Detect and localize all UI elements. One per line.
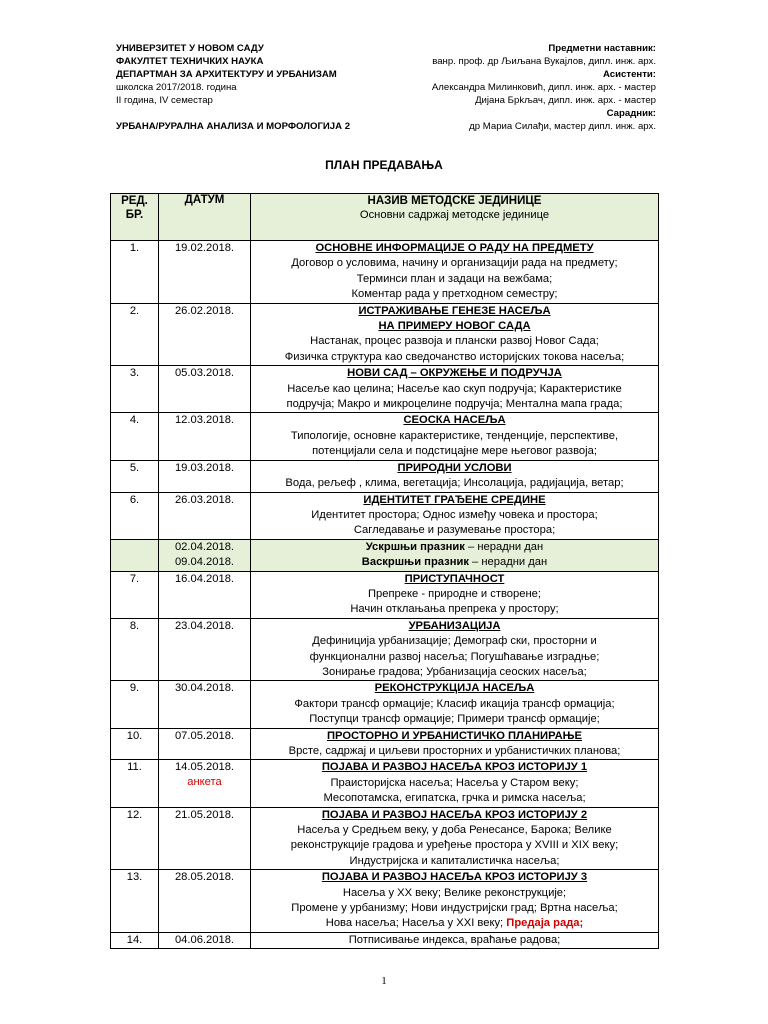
row-number: 11.: [111, 760, 159, 807]
topic-title: ПРИСТУПАЧНОСТ: [404, 572, 505, 585]
topic-line: Препреке - природне и створене;: [367, 587, 541, 600]
row-date-value: 19.03.2018.: [174, 461, 235, 474]
university-name: УНИВЕРЗИТЕТ У НОВОМ САДУ: [116, 43, 264, 54]
row-date: [159, 760, 251, 807]
topic-title: ИСТРАЖИВАЊЕ ГЕНЕЗЕ НАСЕЉА: [358, 304, 551, 317]
header-name-subtitle: Основни садржај методске јединице: [359, 209, 550, 221]
table-row: [111, 413, 659, 460]
row-date: [159, 618, 251, 681]
table-row: [111, 760, 659, 807]
department-name: ДЕПАРТМАН ЗА АРХИТЕКТУРУ И УРБАНИЗАМ: [116, 69, 337, 80]
holiday-date-2: 09.04.2018.: [174, 555, 235, 568]
year-semester: II година, IV семестар: [116, 95, 213, 106]
row-date: [159, 932, 251, 948]
row-date-value: 26.02.2018.: [174, 304, 235, 317]
row-topic: [251, 492, 659, 539]
topic-line: Насеља у XX веку; Велике реконструкције;: [342, 886, 567, 899]
topic-title: ПОЈАВА И РАЗВОЈ НАСЕЉА КРОЗ ИСТОРИЈУ 3: [321, 871, 588, 884]
faculty-name: ФАКУЛТЕТ ТЕХНИЧКИХ НАУКА: [116, 56, 264, 67]
topic-title: СЕОСКА НАСЕЉА: [403, 414, 506, 427]
header-no: РЕД. БР.: [111, 194, 159, 241]
topic-line: функционални развој насеља; Погушћавање изградње;: [309, 650, 600, 663]
topic-title-2: НА ПРИМЕРУ НОВОГ САДА: [378, 320, 531, 333]
topic-line: Сагледавање и разумевање простора;: [353, 524, 556, 537]
row-date-value: 16.04.2018.: [174, 572, 235, 585]
document-title: ПЛАН ПРЕДАВАЊА: [325, 158, 443, 172]
table-row: [111, 681, 659, 728]
row-number: 5.: [111, 460, 159, 492]
topic-line: Вода, рељеф , клима, вегетација; Инсолација, радијација, ветар;: [285, 477, 624, 490]
holiday-name-1: Ускршњи празник: [365, 540, 465, 553]
row-topic: [251, 618, 659, 681]
row-topic: [251, 303, 659, 366]
survey-note: анкета: [187, 776, 222, 789]
table-row: [111, 241, 659, 304]
topic-line: Праисторијска насеља; Насеља у Старом веку;: [330, 776, 579, 789]
row-number: 6.: [111, 492, 159, 539]
associate-name: др Мариа Силађи, мастер дипл. инж. арх.: [469, 121, 656, 132]
topic-line: Промене у урбанизму; Нови индустријски град; Вртна насеља;: [291, 902, 618, 915]
table-row: [111, 492, 659, 539]
row-number: 2.: [111, 303, 159, 366]
table-row: [111, 460, 659, 492]
assistants-label: Асистенти:: [603, 69, 656, 80]
row-number: 4.: [111, 413, 159, 460]
topic-title: ОСНОВНЕ ИНФОРМАЦИЈЕ О РАДУ НА ПРЕДМЕТУ: [315, 242, 594, 254]
row-number: 10.: [111, 728, 159, 760]
topic-line: Договор о условима, начину и организацији рада на предмету;: [291, 257, 618, 270]
assistant-2: Дијана Брkљач, дипл. инж. арх. - мастер: [475, 95, 656, 106]
row-number: 14.: [111, 932, 159, 948]
row-topic: [251, 870, 659, 933]
row-topic: [251, 539, 659, 571]
header-date: ДАТУМ: [159, 194, 251, 241]
table-row: [111, 303, 659, 366]
row-number: 12.: [111, 807, 159, 870]
row-date-value: 21.05.2018.: [174, 808, 235, 821]
table-row: [111, 932, 659, 948]
topic-line: Начин отклањања препрека у простору;: [350, 603, 559, 616]
topic-line: Типологије, основне карактеристике, тенденције, перспективе,: [290, 429, 619, 442]
topic-title: ПРИРОДНИ УСЛОВИ: [397, 461, 512, 474]
header-name: [251, 194, 659, 241]
row-date-value: 28.05.2018.: [174, 871, 235, 884]
topic-title: РЕКОНСТРУКЦИЈА НАСЕЉА: [374, 682, 535, 695]
topic-line: Настанак, процес развоја и плански развој Новог Сада;: [310, 335, 599, 348]
topic-line: потенцијали села и подстицајне мере његовог развоја;: [312, 445, 597, 458]
row-date: [159, 539, 251, 571]
topic-line: Поступци трансф ормације; Примери трансф ормације;: [309, 713, 600, 726]
topic-line: [253, 916, 656, 931]
page-number: 1: [381, 975, 387, 987]
table-body: [111, 241, 659, 949]
row-topic: [251, 807, 659, 870]
row-date-value: 26.03.2018.: [174, 493, 235, 506]
row-date-value: 19.02.2018.: [174, 242, 235, 254]
topic-line: Насеља у Средњем веку, у доба Ренесансе, Барока; Велике: [297, 824, 612, 837]
row-topic: [251, 366, 659, 413]
table-row: [111, 870, 659, 933]
row-date: [159, 460, 251, 492]
submission-note: Предаја рада;: [506, 917, 584, 930]
table-row: [111, 807, 659, 870]
row-date: [159, 366, 251, 413]
row-number: 9.: [111, 681, 159, 728]
row-date: [159, 413, 251, 460]
assistant-1: Александра Милинковић, дипл. инж. арх. - мастер: [431, 82, 656, 93]
row-number: 1.: [111, 241, 159, 304]
topic-line: Врсте, садржај и циљеви просторних и урбанистичких планова;: [288, 745, 621, 757]
course-name: УРБАНА/РУРАЛНА АНАЛИЗА И МОРФОЛОГИЈА 2: [116, 121, 351, 132]
topic-line: Идентитет простора; Однос између човека и простора;: [311, 508, 598, 521]
table-row: [111, 728, 659, 760]
table-row: [111, 539, 659, 571]
topic-title: ПРОСТОРНО И УРБАНИСТИЧКО ПЛАНИРАЊЕ: [326, 729, 583, 742]
row-topic: [251, 571, 659, 618]
topic-line: Физичка структура као сведочанство историјских токова насеља;: [284, 350, 625, 363]
row-number: 3.: [111, 366, 159, 413]
topic-title: УРБАНИЗАЦИЈА: [408, 619, 501, 632]
topic-title: ИДЕНТИТЕТ ГРАЂЕНЕ СРЕДИНЕ: [363, 493, 546, 506]
row-date-value: 14.05.2018.: [174, 761, 235, 774]
row-topic: [251, 760, 659, 807]
teacher-label: Предметни наставник:: [548, 43, 656, 54]
lecture-plan-table: [110, 193, 659, 949]
row-date: [159, 492, 251, 539]
row-topic: [251, 460, 659, 492]
row-date-value: 30.04.2018.: [174, 682, 235, 695]
row-topic: [251, 413, 659, 460]
topic-title: ПОЈАВА И РАЗВОЈ НАСЕЉА КРОЗ ИСТОРИЈУ 2: [321, 808, 588, 821]
holiday-name-2: Васкршњи празник: [361, 556, 469, 569]
topic-line: Фактори трансф ормације; Класиф икација трансф ормација;: [294, 697, 615, 710]
holiday-line-2: [253, 555, 656, 570]
row-date: [159, 303, 251, 366]
row-number: 8.: [111, 618, 159, 681]
row-number: [111, 539, 159, 571]
row-date-value: 12.03.2018.: [174, 414, 235, 427]
row-number: 13.: [111, 870, 159, 933]
row-date-value: 23.04.2018.: [174, 619, 235, 632]
holiday-rest-1: – нерадни дан: [464, 540, 544, 553]
row-date-value: 05.03.2018.: [174, 367, 235, 380]
row-date: [159, 807, 251, 870]
row-date-value: 07.05.2018.: [174, 729, 235, 742]
topic-line: Насеље као целина; Насеље као скуп подручја; Карактеристике: [287, 382, 622, 395]
topic-line: Коментар рада у претходном семестру;: [351, 288, 558, 301]
topic-line: Потписивање индекса, враћање радова;: [348, 933, 561, 946]
holiday-rest-2: – нерадни дан: [468, 556, 548, 569]
row-topic: [251, 241, 659, 304]
topic-line: Дефиниција урбанизације; Демограф ски, просторни и: [312, 635, 597, 648]
topic-line: Месопотамска, египатска, грчка и римска насеља;: [323, 792, 586, 805]
topic-line-text: Нова насеља; Насеља у XXI веку;: [325, 917, 507, 930]
row-date: [159, 870, 251, 933]
associate-label: Сарадник:: [606, 108, 656, 119]
topic-line: Зонирање градова; Урбанизација сеоских насеља;: [322, 665, 587, 678]
header-name-title: НАЗИВ МЕТОДСКЕ ЈЕДИНИЦЕ: [367, 195, 542, 207]
table-row: [111, 618, 659, 681]
topic-line: Индустријска и капиталистичка насеља;: [349, 854, 560, 867]
row-date: [159, 728, 251, 760]
topic-line: Терминси план и задаци на вежбама;: [356, 272, 553, 285]
table-row: [111, 366, 659, 413]
row-date: [159, 571, 251, 618]
holiday-line-1: [253, 540, 656, 555]
row-date: [159, 241, 251, 304]
row-topic: [251, 681, 659, 728]
table-row: [111, 571, 659, 618]
row-number: 7.: [111, 571, 159, 618]
topic-line: подручја; Макро и микроцелине подручја; Ментална мапа града;: [286, 398, 623, 411]
holiday-date-1: 02.04.2018.: [174, 540, 235, 553]
topic-line: реконструкције градова и уређење простора у XVIII и XIX веку;: [290, 839, 619, 852]
topic-title: НОВИ САД – ОКРУЖЕЊЕ И ПОДРУЧЈА: [347, 367, 562, 380]
topic-title: ПОЈАВА И РАЗВОЈ НАСЕЉА КРОЗ ИСТОРИЈУ 1: [321, 761, 588, 774]
school-year: школска 2017/2018. година: [116, 82, 237, 93]
teacher-name: ванр. проф. др Љиљана Вукајлов, дипл. инж. арх.: [432, 56, 656, 67]
row-topic: [251, 932, 659, 948]
row-date: [159, 681, 251, 728]
row-topic: [251, 728, 659, 760]
row-date-value: 04.06.2018.: [174, 933, 235, 946]
document-header: [116, 42, 656, 133]
